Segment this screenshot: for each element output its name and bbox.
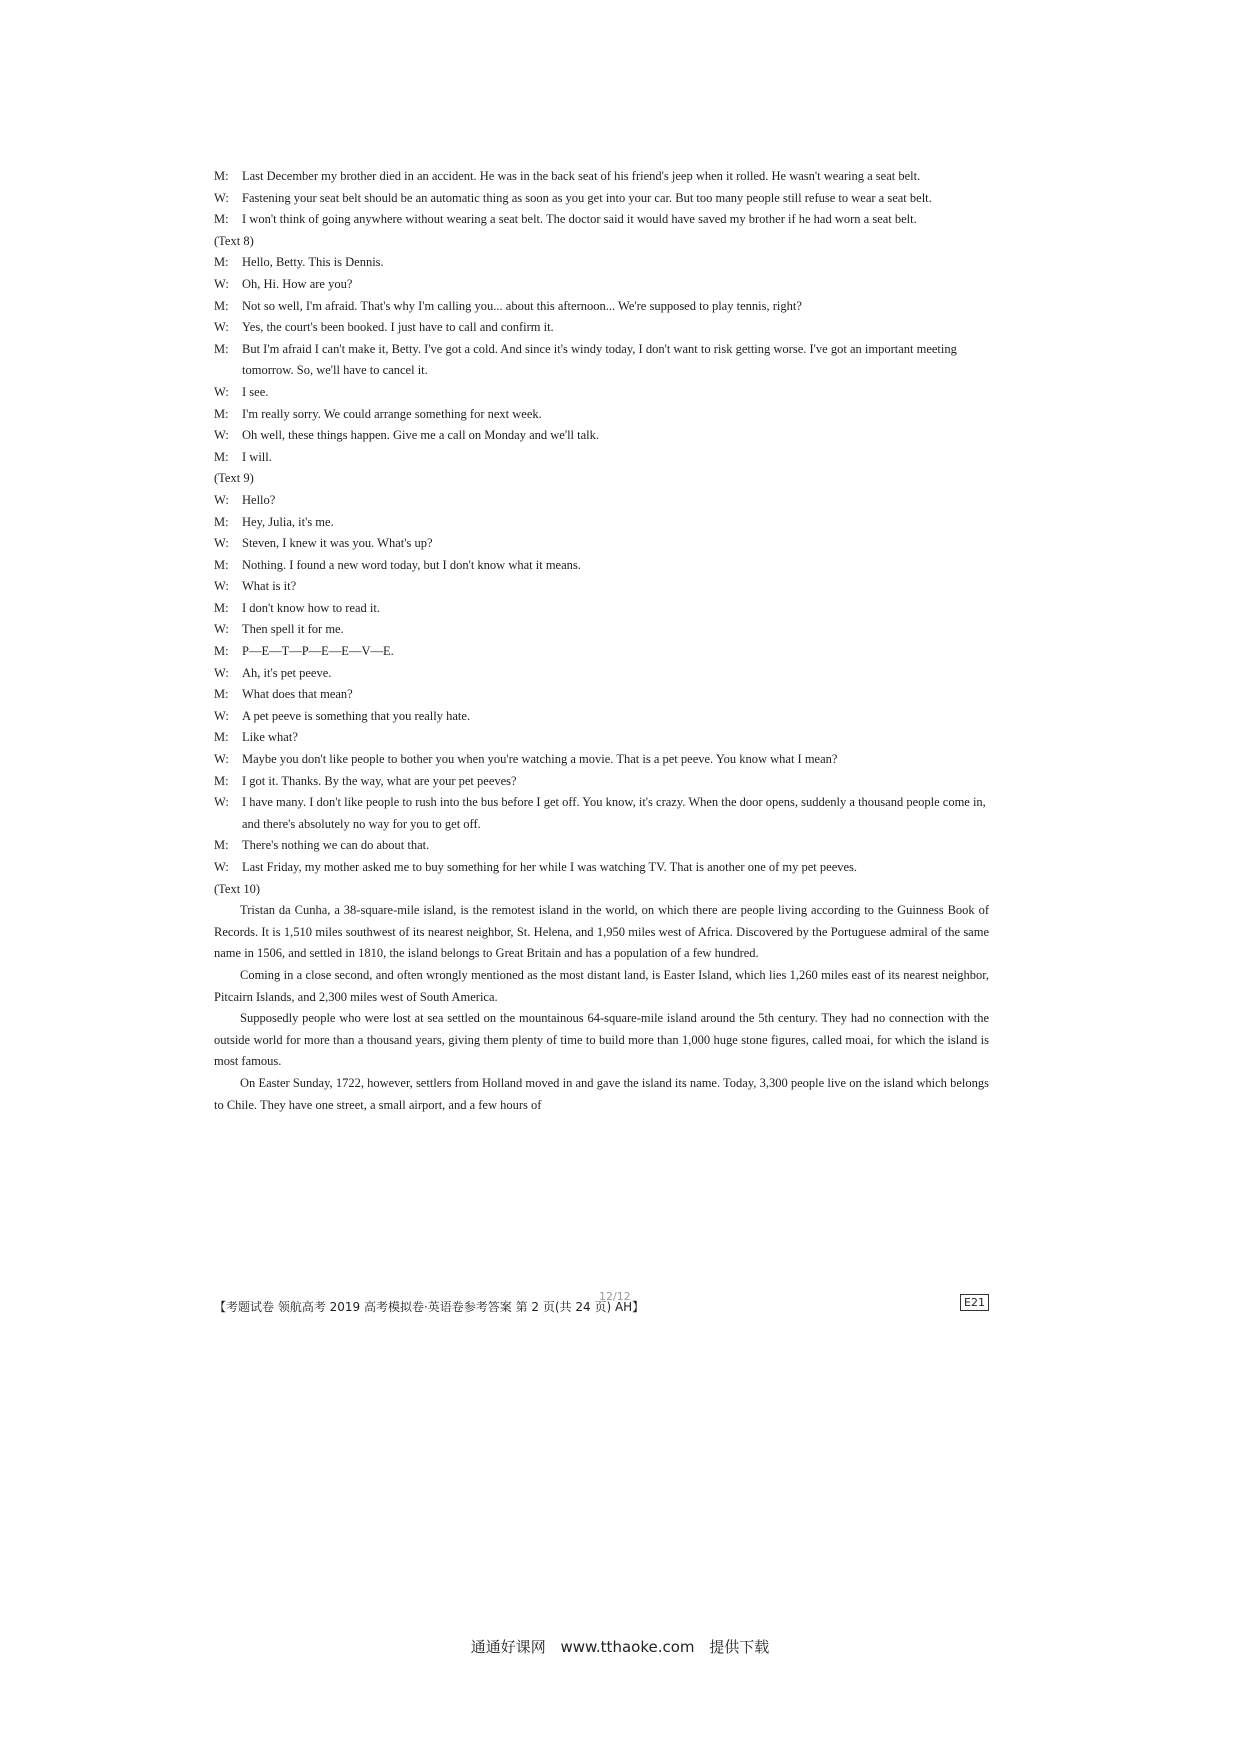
utterance-text: Nothing. I found a new word today, but I don't know what it means. xyxy=(242,557,581,572)
dialogue-line xyxy=(214,274,989,296)
passage-paragraph: On Easter Sunday, 1722, however, settlers from Holland moved in and gave the island its name. Today, 3,300 people live on the island which belongs to Chile. They have one street, a small airport, and a few hours of xyxy=(214,1075,989,1112)
utterance-text: A pet peeve is something that you really hate. xyxy=(242,708,471,723)
utterance-text: Steven, I knew it was you. What's up? xyxy=(242,536,433,551)
site-name: 通通好课网 xyxy=(470,1638,546,1656)
dialogue-line xyxy=(214,166,989,188)
speaker-label: W: xyxy=(214,622,229,637)
utterance-text: I won't think of going anywhere without wearing a seat belt. The doctor said it would have saved my brother if he had worn a seat belt. xyxy=(242,212,917,227)
speaker-label: W: xyxy=(214,795,229,810)
speaker-label: M: xyxy=(214,169,229,183)
speaker-label: M: xyxy=(214,298,229,313)
footer-text: 【考题试卷 领航高考 2019 高考模拟卷·英语卷参考答案 第 2 页(共 24 页) AH】 xyxy=(214,1300,645,1314)
speaker-label: W: xyxy=(214,320,229,335)
dialogue-line xyxy=(214,252,989,274)
passage-text10 xyxy=(214,900,989,1116)
speaker-label: W: xyxy=(214,276,229,291)
dialogue-line xyxy=(214,555,989,577)
dialogue-line xyxy=(214,727,989,749)
dialogue-block-text9 xyxy=(214,490,989,879)
speaker-label: W: xyxy=(214,708,229,723)
passage-paragraph: Tristan da Cunha, a 38-square-mile island, is the remotest island in the world, on which there are people living according to the Guinness Book of Records. It is 1,510 miles southwest of its nearest neighbor, St. Helena, and 1,950 miles west of Africa. Discovered by the Portuguese admiral of the same name in 1506, and settled in 1810, the island belongs to Great Britain and has a population of a few hundred. xyxy=(214,903,989,961)
utterance-text: Then spell it for me. xyxy=(242,622,344,637)
speaker-label: W: xyxy=(214,492,229,507)
speaker-label: W: xyxy=(214,579,229,594)
dialogue-line xyxy=(214,576,989,598)
site-url[interactable]: www.tthaoke.com xyxy=(560,1638,695,1656)
utterance-text: Hello? xyxy=(242,492,276,507)
speaker-label: M: xyxy=(214,341,229,356)
utterance-text: Oh, Hi. How are you? xyxy=(242,276,353,291)
speaker-label: M: xyxy=(214,212,229,227)
speaker-label: W: xyxy=(214,190,229,205)
dialogue-line xyxy=(214,209,989,231)
utterance-text: Ah, it's pet peeve. xyxy=(242,665,332,680)
utterance-text: Fastening your seat belt should be an automatic thing as soon as you get into your car. But too many people still refuse to wear a seat belt. xyxy=(242,190,932,205)
utterance-text: Maybe you don't like people to bother you when you're watching a movie. That is a pet peeve. You know what I mean? xyxy=(242,752,838,767)
speaker-label: M: xyxy=(214,557,229,572)
utterance-text: I don't know how to read it. xyxy=(242,600,380,615)
download-banner xyxy=(0,1636,1240,1657)
dialogue-line xyxy=(214,857,989,879)
dialogue-line xyxy=(214,684,989,706)
utterance-text: Hey, Julia, it's me. xyxy=(242,514,334,529)
dialogue-line xyxy=(214,619,989,641)
utterance-text: P—E—T—P—E—E—V—E. xyxy=(242,644,394,659)
utterance-text: I see. xyxy=(242,384,269,399)
utterance-text: Yes, the court's been booked. I just have to call and confirm it. xyxy=(242,320,554,335)
dialogue-block-text8 xyxy=(214,252,989,468)
utterance-text: I have many. I don't like people to rush into the bus before I get off. You know, it's crazy. When the door opens, suddenly a thousand people come in, and there's absolutely no way for you to get off. xyxy=(242,795,986,831)
dialogue-line xyxy=(214,317,989,339)
utterance-text: Last Friday, my mother asked me to buy something for her while I was watching TV. That is another one of my pet peeves. xyxy=(242,860,858,874)
dialogue-line xyxy=(214,706,989,728)
speaker-label: M: xyxy=(214,644,229,659)
speaker-label: M: xyxy=(214,730,229,745)
page-number-overlay: 12/12 xyxy=(599,1290,631,1303)
passage-paragraph: Coming in a close second, and often wrongly mentioned as the most distant land, is Easter Island, which lies 1,260 miles east of its nearest neighbor, Pitcairn Islands, and 2,300 miles west of South America. xyxy=(214,967,989,1004)
speaker-label: M: xyxy=(214,514,229,529)
dialogue-line xyxy=(214,641,989,663)
dialogue-line xyxy=(214,663,989,685)
dialogue-line xyxy=(214,598,989,620)
dialogue-line xyxy=(214,533,989,555)
page-footer xyxy=(214,1290,989,1316)
speaker-label: W: xyxy=(214,860,229,874)
utterance-text: Like what? xyxy=(242,730,298,745)
text9-label: (Text 9) xyxy=(214,471,254,486)
utterance-text: Oh well, these things happen. Give me a call on Monday and we'll talk. xyxy=(242,428,600,443)
utterance-text: Hello, Betty. This is Dennis. xyxy=(242,255,384,270)
text10-label: (Text 10) xyxy=(214,881,260,896)
dialogue-line xyxy=(214,749,989,771)
download-text: 提供下载 xyxy=(709,1638,770,1656)
text8-label: (Text 8) xyxy=(214,233,254,248)
dialogue-line xyxy=(214,771,989,793)
speaker-label: W: xyxy=(214,428,229,443)
dialogue-line xyxy=(214,188,989,210)
speaker-label: M: xyxy=(214,687,229,702)
utterance-text: Last December my brother died in an accident. He was in the back seat of his friend's jeep when it rolled. He wasn't wearing a seat belt. xyxy=(242,169,921,183)
speaker-label: W: xyxy=(214,384,229,399)
dialogue-line xyxy=(214,447,989,469)
speaker-label: M: xyxy=(214,406,229,421)
dialogue-line xyxy=(214,512,989,534)
speaker-label: W: xyxy=(214,752,229,767)
dialogue-line xyxy=(214,835,989,857)
dialogue-line xyxy=(214,490,989,512)
utterance-text: But I'm afraid I can't make it, Betty. I've got a cold. And since it's windy today, I don't want to risk getting worse. I've got an important meeting tomorrow. So, we'll have to cancel it. xyxy=(242,341,957,378)
dialogue-line xyxy=(214,404,989,426)
speaker-label: W: xyxy=(214,665,229,680)
utterance-text: What is it? xyxy=(242,579,297,594)
dialogue-line xyxy=(214,296,989,318)
utterance-text: I will. xyxy=(242,449,272,464)
dialogue-line xyxy=(214,792,989,835)
speaker-label: M: xyxy=(214,600,229,615)
utterance-text: There's nothing we can do about that. xyxy=(242,838,430,853)
speaker-label: M: xyxy=(214,838,229,853)
speaker-label: M: xyxy=(214,449,229,464)
speaker-label: M: xyxy=(214,773,229,788)
utterance-text: I'm really sorry. We could arrange something for next week. xyxy=(242,406,542,421)
utterance-text: I got it. Thanks. By the way, what are your pet peeves? xyxy=(242,773,517,788)
dialogue-line xyxy=(214,425,989,447)
speaker-label: M: xyxy=(214,255,229,270)
speaker-label: W: xyxy=(214,536,229,551)
dialogue-block-text7 xyxy=(214,166,989,231)
document-body xyxy=(214,166,989,1116)
utterance-text: What does that mean? xyxy=(242,687,353,702)
dialogue-line xyxy=(214,382,989,404)
dialogue-line xyxy=(214,339,989,382)
footer-code-box: E21 xyxy=(960,1294,989,1311)
utterance-text: Not so well, I'm afraid. That's why I'm calling you... about this afternoon... We're supposed to play tennis, right? xyxy=(242,298,802,313)
passage-paragraph: Supposedly people who were lost at sea settled on the mountainous 64-square-mile island around the 5th century. They had no connection with the outside world for more than a thousand years, giving them plenty of time to build more than 1,000 huge stone figures, called moai, for which the island is most famous. xyxy=(214,1011,989,1069)
